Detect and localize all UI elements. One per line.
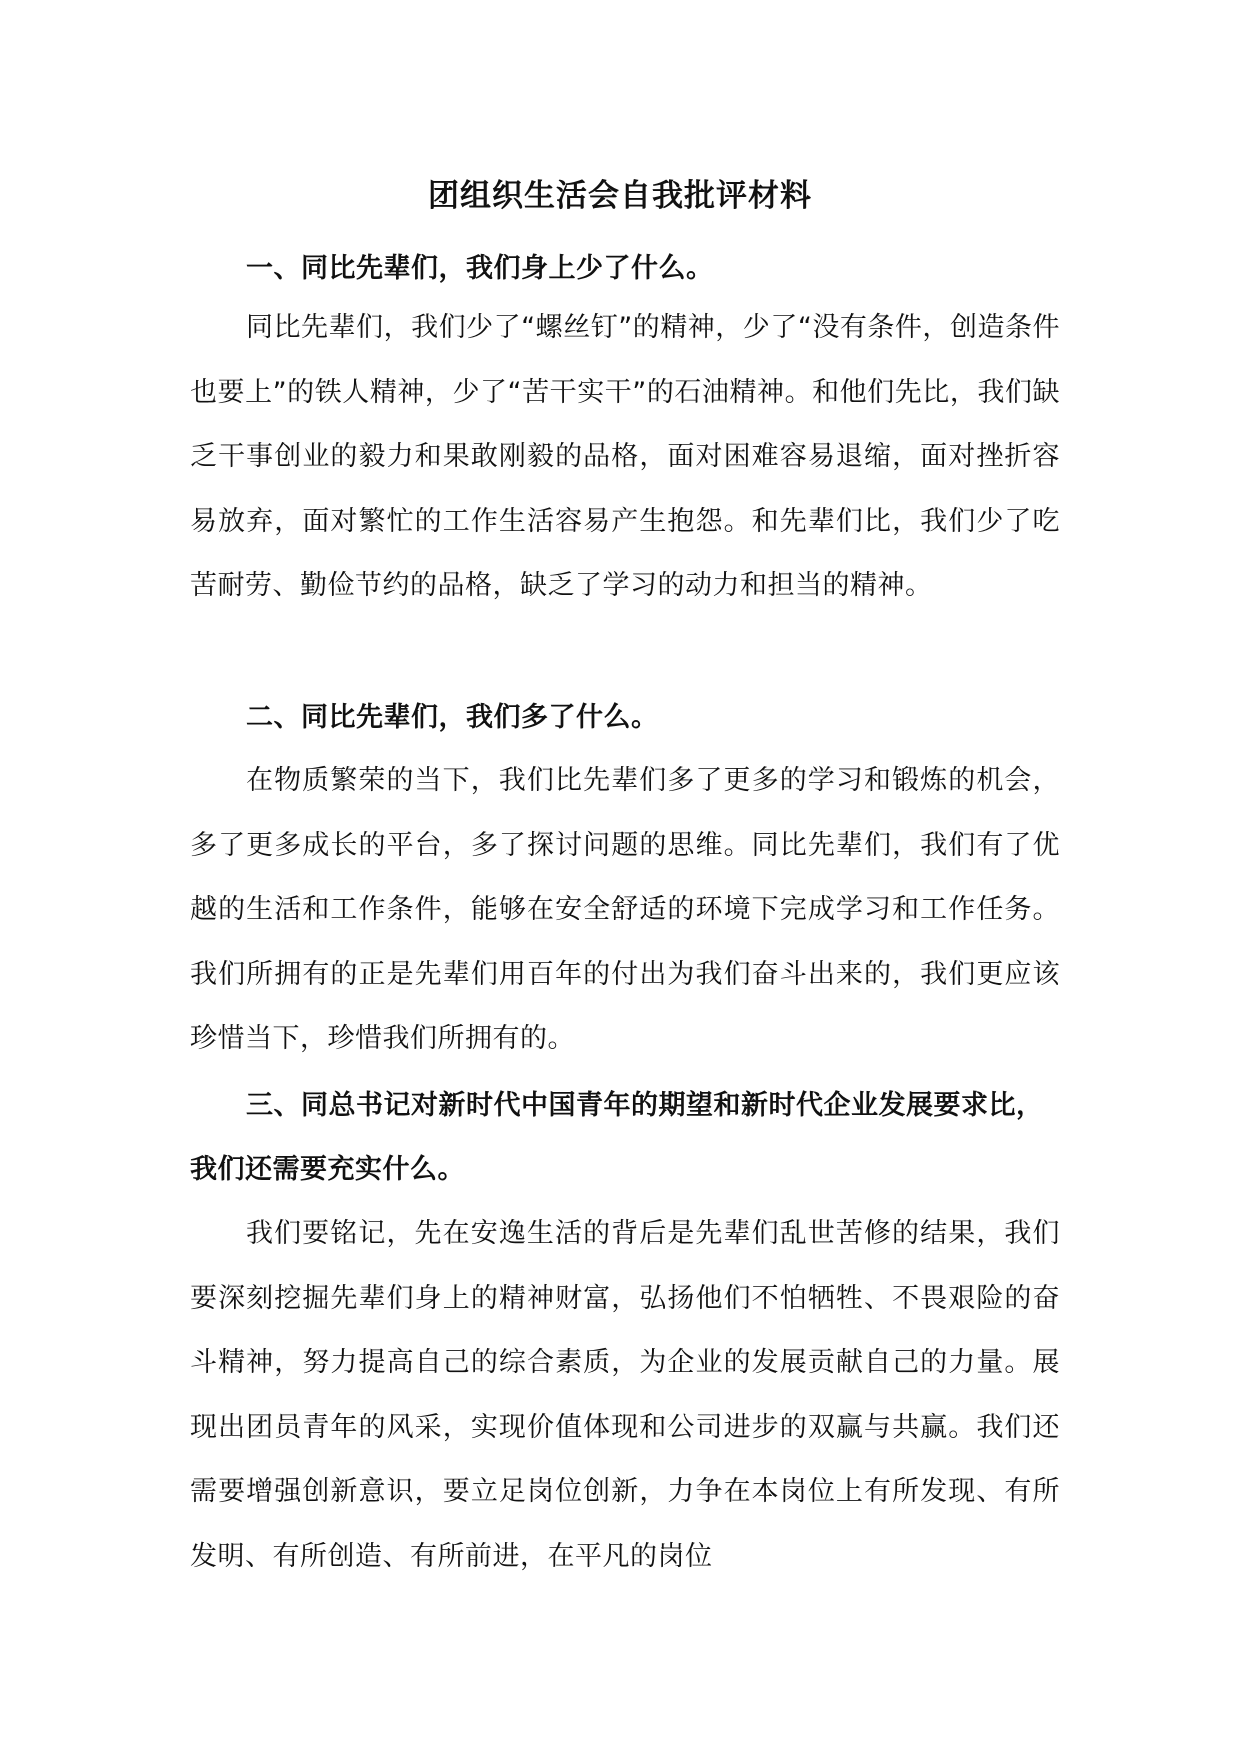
document-title: 团组织生活会自我批评材料 <box>428 178 812 214</box>
section-paragraph-3: 我们要铭记，先在安逸生活的背后是先辈们乱世苦修的结果，我们要深刻挖掘先辈们身上的精神财富，弘扬他们不怕牺牲、不畏艰险的奋斗精神，努力提高自己的综合素质，为企业的发展贡献自己的力量。展现出团员青年的风采，实现价值体现和公司进步的双赢与共赢。我们还需要增强创新意识，要立足岗位创新，力争在本岗位上有所发现、有所发明、有所创造、有所前进，在平凡的岗位 <box>190 1218 1060 1572</box>
section-paragraph-2: 在物质繁荣的当下，我们比先辈们多了更多的学习和锻炼的机会，多了更多成长的平台，多了探讨问题的思维。同比先辈们，我们有了优越的生活和工作条件，能够在安全舒适的环境下完成学习和工作任务。我们所拥有的正是先辈们用百年的付出为我们奋斗出来的，我们更应该珍惜当下，珍惜我们所拥有的。 <box>190 765 1060 1054</box>
section-heading-2: 二、同比先辈们，我们多了什么。 <box>246 702 659 733</box>
section-heading-3: 三、同总书记对新时代中国青年的期望和新时代企业发展要求比，我们还需要充实什么。 <box>190 1090 1044 1185</box>
section-paragraph-1: 同比先辈们，我们少了“螺丝钉”的精神，少了“没有条件，创造条件也要上”的铁人精神，少了“苦干实干”的石油精神。和他们先比，我们缺乏干事创业的毅力和果敢刚毅的品格，面对困难容易退缩，面对挫折容易放弃，面对繁忙的工作生活容易产生抱怨。和先辈们比，我们少了吃苦耐劳、勤俭节约的品格，缺乏了学习的动力和担当的精神。 <box>190 312 1060 601</box>
section-heading-1: 一、同比先辈们，我们身上少了什么。 <box>246 253 714 284</box>
